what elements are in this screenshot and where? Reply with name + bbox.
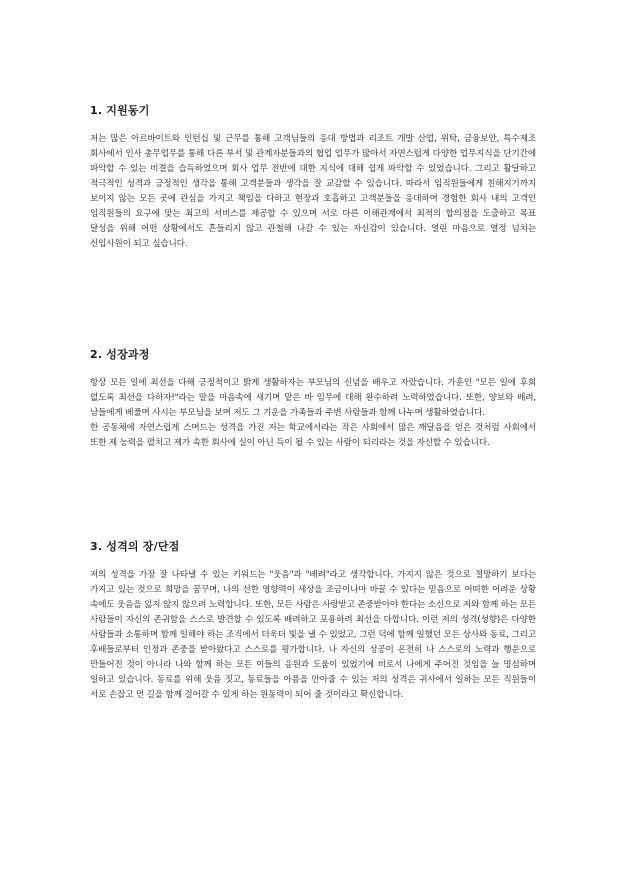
section-heading: 3. 성격의 장/단점 xyxy=(90,540,180,553)
section-personality xyxy=(90,540,536,703)
section-motivation xyxy=(90,104,536,252)
section-paragraph: 저는 많은 아르바이트와 인턴십 및 근무를 통해 고객님들의 응대 방법과 리조트 개발 산업, 위탁, 금융보안, 특수제조 회사에서 인사 총무업무를 통해 다른 부서 및 관계자분들과의 협업 업무가 많아서 자연스럽게 다양한 업무지식을 단기간에 파악할 수 있는 비결을 습득하였으며 회사 업무 전반에 대한 지식에 대해 쉽게 파악할 수 있었습니다. 그리고 활달하고 적극적인 성격과 긍정적인 생각을 통해 고객분들과 생각을 잘 교감할 수 있습니다. 따라서 임직원들에게 친해지기까지 보이지 않는 모든 곳에 관심을 가지고 책임을 다하고 현장과 호흡하고 고객분들을 응대하며 경험한 회사 내의 고객인 임직원들의 요구에 맞는 최고의 서비스를 제공할 수 있으며 서로 다른 이해관계에서 최적의 합의점을 도출하고 목표 달성을 위해 어떤 상황에서도 흔들리지 않고 관철해 나갈 수 있는 자신감이 있습니다. 열린 마음으로 열정 넘치는 신입사원이 되고 싶습니다. xyxy=(90,134,536,249)
section-paragraph: 항상 모든 일에 최선을 다해 긍정적이고 밝게 생활하자는 부모님의 신념을 배우고 자랐습니다. 가훈인 "모든 일에 후회 없도록 최선을 다하자!"라는 말을 마음속에 새기며 맡은 바 임무에 대해 완수하려 노력하였습니다. 또한, 양보와 배려, 남들에게 베풀며 사시는 부모님을 보며 저도 그 기운을 가족들과 주변 사람들과 함께 나누며 생활하였습니다. xyxy=(90,378,536,418)
section-paragraph: 저의 성격을 가장 잘 나타낼 수 있는 키워드는 "웃음"과 "배려"라고 생각합니다. 가지지 않은 것으로 절망하기 보다는 가지고 있는 것으로 희망을 꿈꾸며, 나의 선한 영향력이 세상을 조금이나마 바꿀 수 있다는 믿음으로 어떠한 어려운 상황 속에도 웃음을 잃지 않지 않으려 노력합니다. 또한, 모든 사람은 사랑받고 존중받아야 한다는 소신으로 저와 함께 하는 모든 사람들이 자신의 존귀함을 스스로 발견할 수 있도록 배려하고 포용하려 최선을 다합니다. 이런 저의 성격(성향)은 다양한 사람들과 소통하며 함께 일해야 하는 조직에서 더욱더 빛을 낼 수 있었고, 그런 덕에 함께 일했던 모든 상사와 동료, 그리고 후배들로부터 인정과 존중을 받아왔다고 스스로를 평가합니다. 나 자신의 성공이 온전히 나 스스로의 노력과 행운으로 만들어진 것이 아니라 나와 함께 하는 모든 이들의 응원과 도움이 있었기에 비로서 나에게 주어진 것임을 늘 명심하며 일하고 있습니다. 동료를 위해 웃음 짓고, 동료들을 아픔을 안아줄 수 있는 저의 성격은 귀사에서 일하는 모든 직원들이 서로 손잡고 먼 길을 함께 걸어갈 수 있게 하는 원동력이 되어 줄 것이라고 확신합니다. xyxy=(90,570,536,700)
section-heading: 2. 성장과정 xyxy=(90,348,150,361)
section-heading: 1. 지원동기 xyxy=(90,104,150,117)
section-paragraph: 한 공동체에 자연스럽게 스며드는 성격을 가진 저는 학교에서라는 작은 사회에서 많은 깨달음을 얻은 것처럼 사회에서 또한 제 능력을 펼치고 제가 속한 회사에 실이 아닌 득이 될 수 있는 사람이 되리라는 것을 자신할 수 있습니다. xyxy=(90,423,536,448)
section-growth xyxy=(90,348,536,451)
